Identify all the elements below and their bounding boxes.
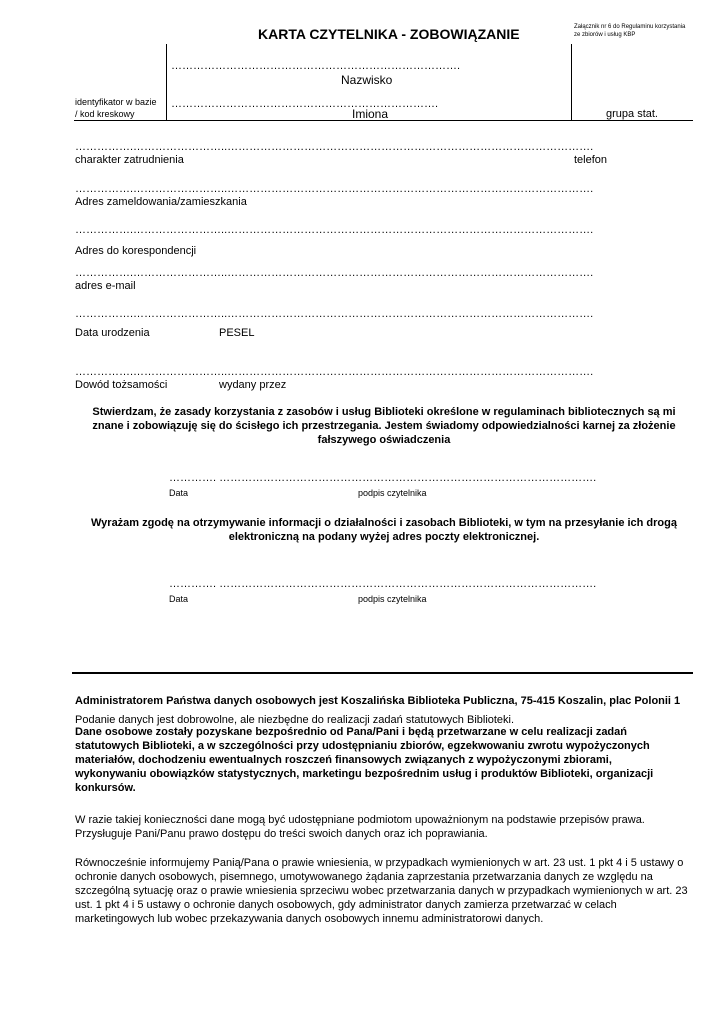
issued-by-label: wydany przez <box>219 379 287 391</box>
section-divider <box>72 672 693 674</box>
declaration-signature-input[interactable]: …………. …………………………………………………………………………………………. <box>169 472 597 484</box>
group-label: grupa stat. <box>606 108 658 120</box>
birthdate-label: Data urodzenia <box>75 327 150 339</box>
attachment-note-line2: ze zbiorów i usług KBP <box>574 32 636 38</box>
attachment-note <box>574 23 685 39</box>
names-input[interactable]: ………………………………………………………………. <box>171 98 439 110</box>
employment-label: charakter zatrudnienia <box>75 154 184 166</box>
birth-pesel-input[interactable]: …………….……………………..………………………………………………………………………………………. <box>75 308 594 320</box>
email-label: adres e-mail <box>75 280 136 292</box>
surname-label: Nazwisko <box>341 73 393 87</box>
header-right-divider <box>571 44 572 120</box>
consent-signature-input[interactable]: …………. …………………………………………………………………………………………. <box>169 578 597 590</box>
address-input[interactable]: …………….……………………..………………………………………………………………………………………. <box>75 183 594 195</box>
gdpr-voluntary: Podanie danych jest dobrowolne, ale niezbędne do realizacji zadań statutowych Biblioteki. <box>75 714 515 726</box>
email-input[interactable]: …………….……………………..………………………………………………………………………………………. <box>75 267 594 279</box>
consent-signature-label: podpis czytelnika <box>358 594 427 604</box>
form-title: KARTA CZYTELNIKA - ZOBOWIĄZANIE <box>258 26 520 42</box>
gdpr-administrator: Administratorem Państwa danych osobowych jest Koszalińska Biblioteka Publiczna, 75-415 Koszalin, plac Polonii 1 <box>75 695 681 707</box>
declaration-text: Stwierdzam, że zasady korzystania z zasobów i usług Biblioteki określone w regulaminach bibliotecznych są mi znane i zobowiązuję się do ścisłego ich przestrzegania. Jestem świadomy odpowiedzialności karnej za złożenie fałszywego oświadczenia <box>92 406 676 446</box>
phone-label: telefon <box>574 154 608 166</box>
declaration-date-label: Data <box>169 488 189 498</box>
header-left-divider <box>166 44 167 120</box>
correspondence-label: Adres do korespondencji <box>75 245 197 257</box>
correspondence-input[interactable]: …………….……………………..………………………………………………………………………………………. <box>75 224 594 236</box>
id-label-line2: / kod kreskowy <box>75 109 135 119</box>
employment-input[interactable]: …………….……………………..………………………………………………………………………………………. <box>75 141 594 153</box>
id-label-line1: identyfikator w bazie <box>75 97 157 107</box>
pesel-label: PESEL <box>219 327 255 339</box>
gdpr-objection: Równocześnie informujemy Panią/Pana o prawie wniesienia, w przypadkach wymienionych w art. 23 ust. 1 pkt 4 i 5 ustawy o ochronie danych osobowych, pisemnego, umotywowanego żądania zaprzestania przetwarzania danych ze względu na szczególną sytuację oraz o prawie wniesienia sprzeciwu wobec przetwarzania danych w przypadkach wymienionych w art. 23 ust. 1 pkt 4 i 5 ustawy o ochronie danych osobowych, gdy administrator danych zamierza przetwarzać w celach marketingowych lub wobec przekazywania danych osobowych innemu administratorowi danych. <box>75 857 688 925</box>
attachment-note-line1: Załącznik nr 6 do Regulaminu korzystania <box>574 24 686 30</box>
id-label <box>75 96 157 120</box>
declaration-signature-label: podpis czytelnika <box>358 488 427 498</box>
consent-text: Wyrażam zgodę na otrzymywanie informacji o działalności i zasobach Biblioteki, w tym na przesyłanie ich drogą elektroniczną na podany wyżej adres poczty elektronicznej. <box>90 517 677 543</box>
names-label: Imiona <box>352 107 389 121</box>
gdpr-sharing: W razie takiej konieczności dane mogą być udostępniane podmiotom upoważnionym na podstawie przepisów prawa. Przysługuje Pani/Panu prawo dostępu do treści swoich danych oraz ich poprawiania. <box>75 814 645 840</box>
id-doc-label: Dowód tożsamości <box>75 379 168 391</box>
gdpr-purpose: Dane osobowe zostały pozyskane bezpośrednio od Pana/Pani i będą przetwarzane w celu realizacji zadań statutowych Biblioteki, a w szczególności przy udostępnianiu zbiorów, egzekwowaniu zwrotu wypożyczonych materiałów, dochodzeniu ewentualnych roszczeń finansowych związanych z wypożyczonymi zbiorami, wykonywaniu obowiązków statystycznych, marketingu bezpośrednim usług i produktów Biblioteki, organizacji konkursów. <box>75 726 654 794</box>
id-doc-input[interactable]: …………….……………………..………………………………………………………………………………………. <box>75 366 594 378</box>
address-label: Adres zameldowania/zamieszkania <box>75 196 247 208</box>
surname-input[interactable]: ……………………………………………………………………. <box>171 60 461 72</box>
consent-date-label: Data <box>169 594 189 604</box>
